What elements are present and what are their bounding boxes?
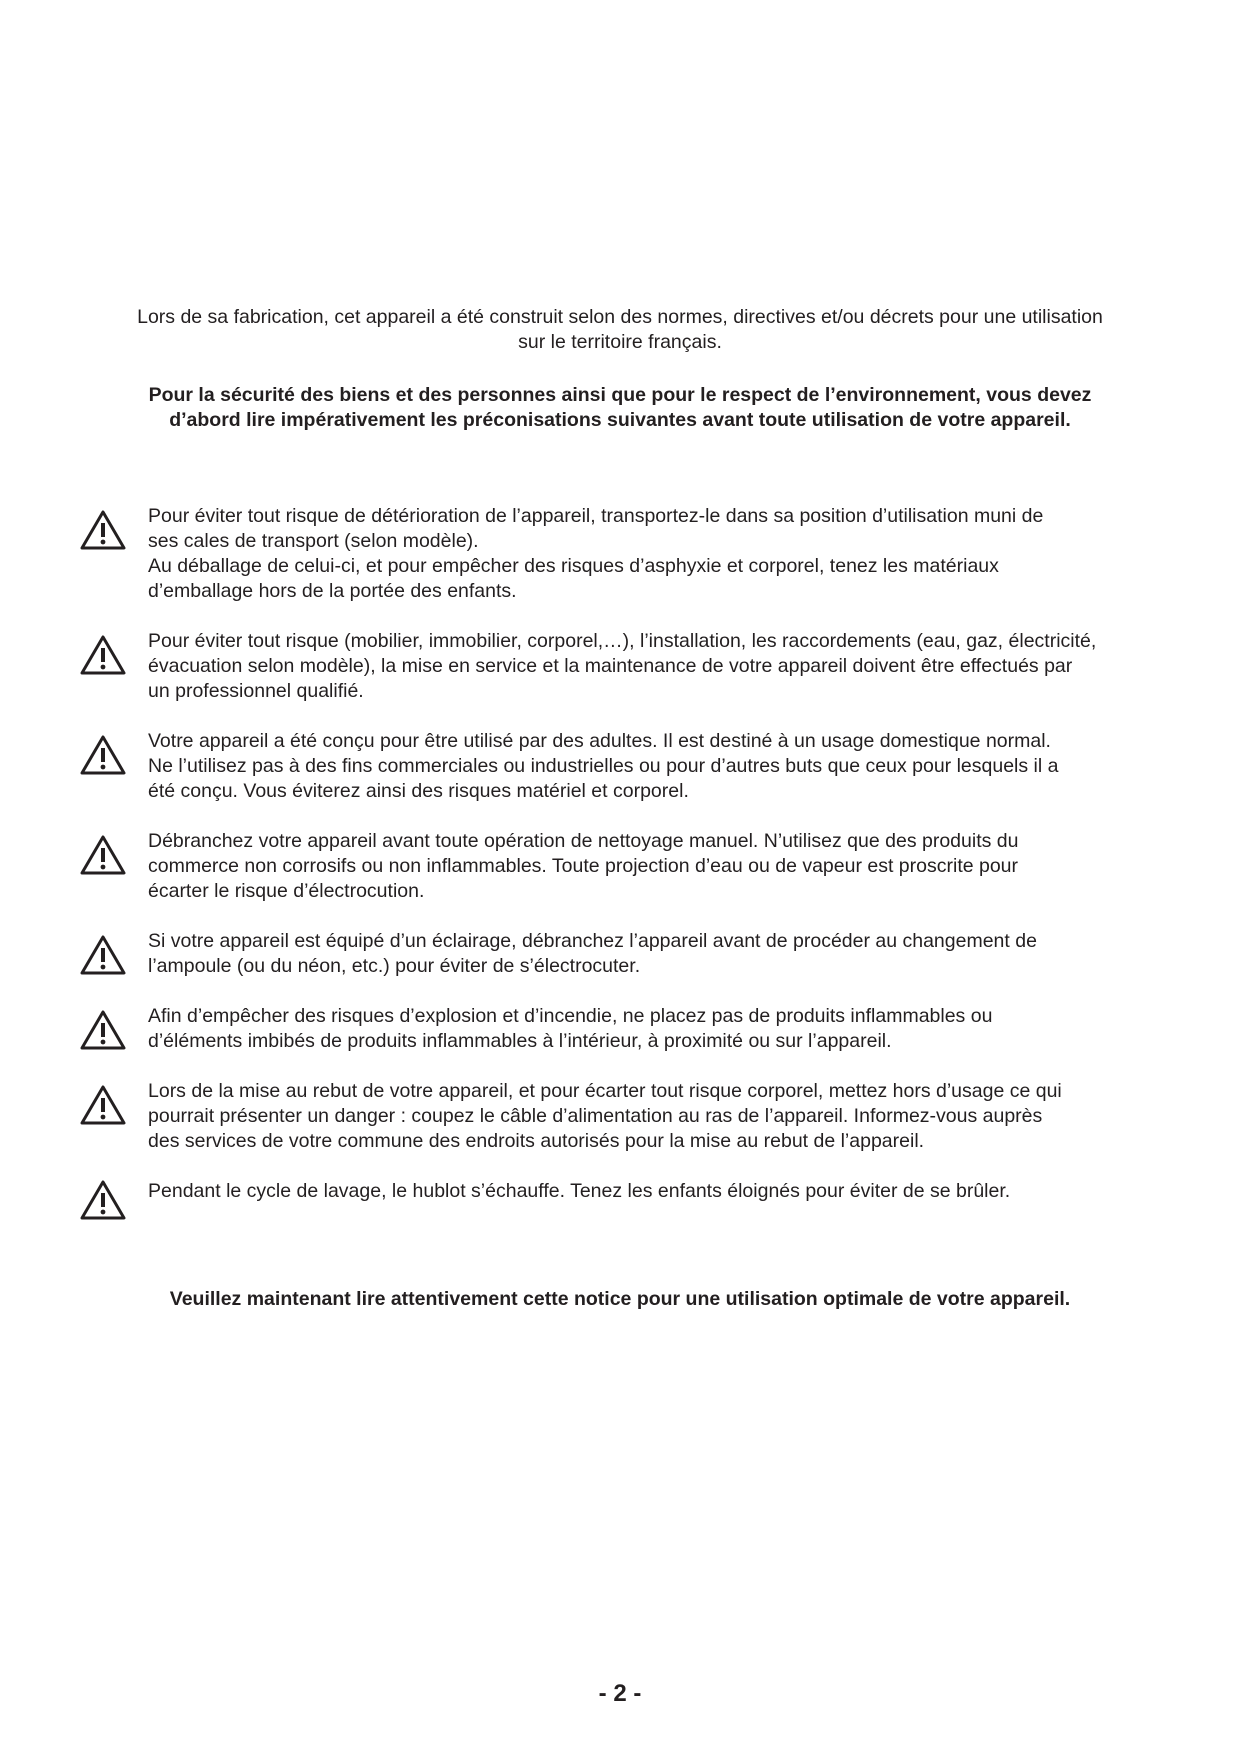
warning-line: Si votre appareil est équipé d’un éclairage, débranchez l’appareil avant de procéder au changement de: [148, 930, 1037, 952]
closing-notice: Veuillez maintenant lire attentivement cette notice pour une utilisation optimale de votre appareil.: [169, 1288, 1071, 1310]
warning-line: d’emballage hors de la portée des enfants.: [148, 580, 517, 602]
warning-line: Au déballage de celui-ci, et pour empêcher des risques d’asphyxie et corporel, tenez les matériaux: [148, 555, 999, 577]
warning-triangle-icon: [80, 1179, 126, 1221]
intro-paragraph: [90, 305, 1150, 355]
safety-notice: [90, 383, 1150, 433]
warning-triangle-icon: [80, 509, 126, 551]
warning-triangle-icon: [80, 734, 126, 776]
warning-line: pourrait présenter un danger : coupez le câble d’alimentation au ras de l’appareil. Informez-vous auprès: [148, 1105, 1043, 1127]
warning-line: ses cales de transport (selon modèle).: [148, 530, 479, 552]
warning-triangle-icon: [80, 934, 126, 976]
warning-text: [148, 1079, 1148, 1154]
warning-triangle-icon: [80, 834, 126, 876]
warning-line: un professionnel qualifié.: [148, 680, 364, 702]
warning-text: [148, 1004, 1148, 1054]
warning-line: Pour éviter tout risque (mobilier, immobilier, corporel,…), l’installation, les raccordements (eau, gaz, électricité,: [148, 630, 1097, 652]
warning-line: écarter le risque d’électrocution.: [148, 880, 425, 902]
safety-notice-line: Pour la sécurité des biens et des personnes ainsi que pour le respect de l’environnement, vous devez: [148, 384, 1092, 406]
warning-triangle-icon: [80, 1084, 126, 1126]
warning-triangle-icon: [80, 634, 126, 676]
warning-text: [148, 729, 1148, 804]
warning-line: Pour éviter tout risque de détérioration de l’appareil, transportez-le dans sa position d’utilisation muni de: [148, 505, 1044, 527]
warning-line: l’ampoule (ou du néon, etc.) pour éviter de s’électrocuter.: [148, 955, 641, 977]
warning-triangle-icon: [80, 1009, 126, 1051]
warning-line: commerce non corrosifs ou non inflammables. Toute projection d’eau ou de vapeur est proscrite pour: [148, 855, 1019, 877]
warning-line: d’éléments imbibés de produits inflammables à l’intérieur, à proximité ou sur l’appareil.: [148, 1030, 892, 1052]
warning-text: [148, 629, 1148, 704]
warning-text: [148, 829, 1148, 904]
intro-line: sur le territoire français.: [518, 331, 722, 353]
page-number: - 2 -: [598, 1680, 642, 1707]
safety-notice-line: d’abord lire impérativement les préconisations suivantes avant toute utilisation de votre appareil.: [169, 409, 1071, 431]
warning-text: [148, 504, 1148, 604]
warning-line: été conçu. Vous éviterez ainsi des risques matériel et corporel.: [148, 780, 689, 802]
warning-line: Ne l’utilisez pas à des fins commerciales ou industrielles ou pour d’autres buts que ceux pour lesquels il a: [148, 755, 1059, 777]
warning-line: Votre appareil a été conçu pour être utilisé par des adultes. Il est destiné à un usage domestique normal.: [148, 730, 1051, 752]
warning-text: [148, 929, 1148, 979]
warning-line: des services de votre commune des endroits autorisés pour la mise au rebut de l’appareil.: [148, 1130, 925, 1152]
warning-line: Débranchez votre appareil avant toute opération de nettoyage manuel. N’utilisez que des produits du: [148, 830, 1019, 852]
warning-text: [148, 1179, 1148, 1204]
warning-line: Pendant le cycle de lavage, le hublot s’échauffe. Tenez les enfants éloignés pour éviter de se brûler.: [148, 1180, 1011, 1202]
warning-line: Lors de la mise au rebut de votre appareil, et pour écarter tout risque corporel, mettez hors d’usage ce qui: [148, 1080, 1062, 1102]
intro-line: Lors de sa fabrication, cet appareil a été construit selon des normes, directives et/ou décrets pour une utilisation: [137, 306, 1103, 328]
warning-line: Afin d’empêcher des risques d’explosion et d’incendie, ne placez pas de produits inflammables ou: [148, 1005, 993, 1027]
warning-line: évacuation selon modèle), la mise en service et la maintenance de votre appareil doivent être effectués par: [148, 655, 1073, 677]
